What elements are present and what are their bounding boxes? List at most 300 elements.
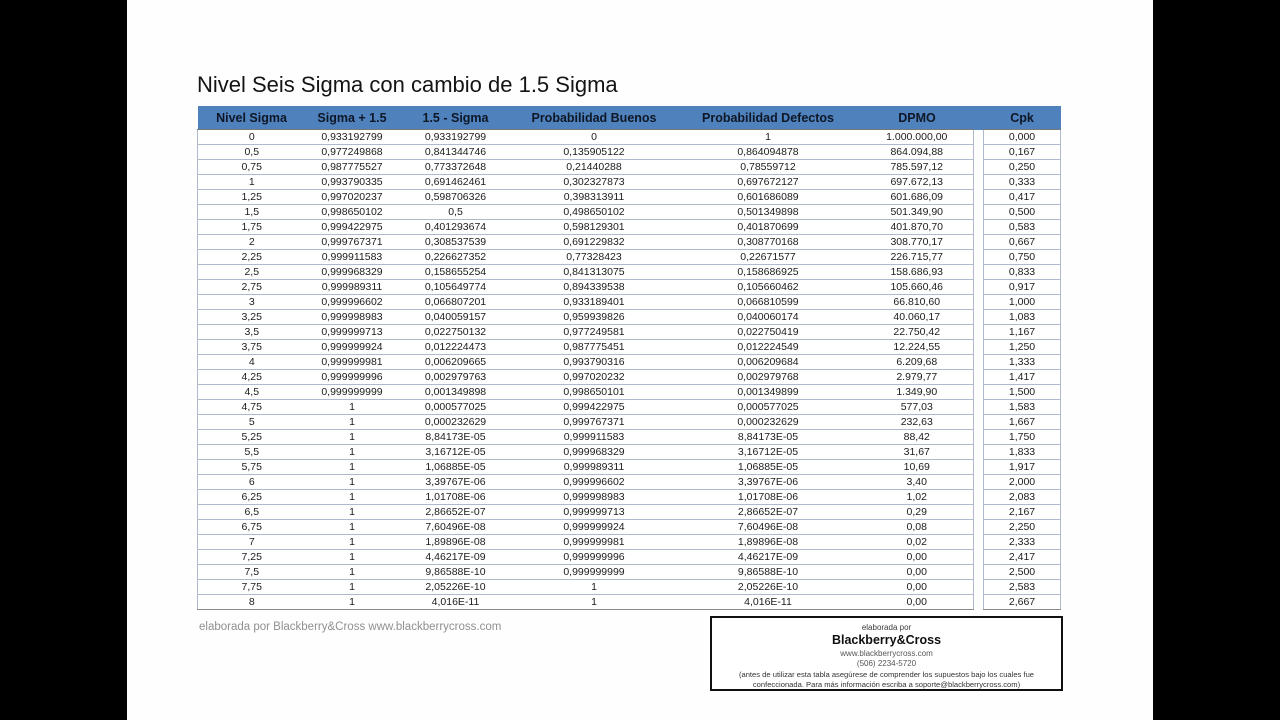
table-cell: 31,67 [861, 445, 974, 460]
table-cell: 2,05226E-10 [676, 580, 861, 595]
table-cell: 1,06885E-05 [676, 460, 861, 475]
table-cell: 0,999999999 [306, 385, 399, 400]
table-cell: 785.597,12 [861, 160, 974, 175]
table-cell: 0,987775451 [513, 340, 676, 355]
table-cell: 2,250 [984, 520, 1061, 535]
table-cell: 0,999767371 [306, 235, 399, 250]
table-cell: 0,999999713 [306, 325, 399, 340]
row-gap-cell [974, 415, 984, 430]
table-cell: 3,40 [861, 475, 974, 490]
table-row [198, 250, 1061, 265]
row-gap-cell [974, 445, 984, 460]
table-cell: 1,417 [984, 370, 1061, 385]
table-cell: 0,999996602 [513, 475, 676, 490]
table-cell: 0,21440288 [513, 160, 676, 175]
table-cell: 1 [306, 445, 399, 460]
table-cell: 1 [513, 580, 676, 595]
six-sigma-table [197, 106, 1061, 610]
table-cell: 4,5 [198, 385, 306, 400]
row-gap-cell [974, 160, 984, 175]
row-gap-cell [974, 400, 984, 415]
table-cell: 1,083 [984, 310, 1061, 325]
table-cell: 0,012224473 [399, 340, 513, 355]
table-cell: 0,000232629 [399, 415, 513, 430]
table-cell: 0,667 [984, 235, 1061, 250]
table-cell: 0,999999996 [513, 550, 676, 565]
slide-page [127, 0, 1153, 720]
table-cell: 5 [198, 415, 306, 430]
table-cell: 1,500 [984, 385, 1061, 400]
table-cell: 1 [306, 415, 399, 430]
table-cell: 1,167 [984, 325, 1061, 340]
row-gap-cell [974, 190, 984, 205]
table-cell: 1 [676, 130, 861, 145]
table-cell: 0,00 [861, 580, 974, 595]
table-cell: 1 [306, 460, 399, 475]
table-cell: 1 [306, 595, 399, 610]
row-gap-cell [974, 325, 984, 340]
table-cell: 0,697672127 [676, 175, 861, 190]
table-cell: 1 [306, 490, 399, 505]
table-cell: 0,006209665 [399, 355, 513, 370]
info-box-phone: (506) 2234-5720 [856, 659, 917, 669]
table-cell: 1,75 [198, 220, 306, 235]
table-cell: 0,29 [861, 505, 974, 520]
table-row [198, 310, 1061, 325]
table-cell: 0,933192799 [399, 130, 513, 145]
table-cell: 1,583 [984, 400, 1061, 415]
table-cell: 0,997020232 [513, 370, 676, 385]
table-cell: 0,105649774 [399, 280, 513, 295]
header-gap-cell [974, 106, 984, 130]
table-cell: 0,998650102 [306, 205, 399, 220]
table-cell: 1,250 [984, 340, 1061, 355]
table-cell: 0,999999999 [513, 565, 676, 580]
table-cell: 697.672,13 [861, 175, 974, 190]
table-cell: 0,993790316 [513, 355, 676, 370]
table-cell: 0,598129301 [513, 220, 676, 235]
table-cell: 0,833 [984, 265, 1061, 280]
table-cell: 1 [306, 565, 399, 580]
info-box-brand: Blackberry&Cross [831, 633, 942, 648]
table-cell: 3,16712E-05 [676, 445, 861, 460]
row-gap-cell [974, 295, 984, 310]
table-cell: 3,5 [198, 325, 306, 340]
table-cell: 3,39767E-06 [676, 475, 861, 490]
table-row [198, 400, 1061, 415]
table-cell: 3,25 [198, 310, 306, 325]
row-gap-cell [974, 205, 984, 220]
info-box-website: www.blackberrycross.com [840, 649, 933, 659]
table-row [198, 340, 1061, 355]
table-cell: 0,167 [984, 145, 1061, 160]
attribution-text: elaborada por Blackberry&Cross www.blackberrycross.com [199, 621, 502, 633]
row-gap-cell [974, 130, 984, 145]
table-cell: 8,84173E-05 [676, 430, 861, 445]
table-cell: 0,999999996 [306, 370, 399, 385]
table-row [198, 325, 1061, 340]
row-gap-cell [974, 595, 984, 610]
table-cell: 88,42 [861, 430, 974, 445]
table-cell: 501.349,90 [861, 205, 974, 220]
table-cell: 0,691462461 [399, 175, 513, 190]
table-cell: 0,501349898 [676, 205, 861, 220]
table-row [198, 565, 1061, 580]
table-cell: 0,977249868 [306, 145, 399, 160]
table-cell: 1 [306, 430, 399, 445]
row-gap-cell [974, 535, 984, 550]
table-cell: 0,999968329 [306, 265, 399, 280]
table-cell: 22.750,42 [861, 325, 974, 340]
row-gap-cell [974, 145, 984, 160]
table-cell: 5,5 [198, 445, 306, 460]
table-cell: 2,583 [984, 580, 1061, 595]
table-cell: 0,999911583 [306, 250, 399, 265]
table-cell: 7,60496E-08 [399, 520, 513, 535]
table-cell: 0,999998983 [306, 310, 399, 325]
table-cell: 1.000.000,00 [861, 130, 974, 145]
table-cell: 0,000 [984, 130, 1061, 145]
table-cell: 0,598706326 [399, 190, 513, 205]
row-gap-cell [974, 220, 984, 235]
table-header-row [198, 106, 1061, 130]
table-body [198, 130, 1061, 610]
table-row [198, 145, 1061, 160]
table-cell: 0,001349898 [399, 385, 513, 400]
table-cell: 0,998650101 [513, 385, 676, 400]
table-cell: 0,498650102 [513, 205, 676, 220]
row-gap-cell [974, 385, 984, 400]
row-gap-cell [974, 235, 984, 250]
table-cell: 2,86652E-07 [676, 505, 861, 520]
row-gap-cell [974, 370, 984, 385]
table-cell: 0 [513, 130, 676, 145]
table-row [198, 205, 1061, 220]
table-cell: 0,002979768 [676, 370, 861, 385]
table-row [198, 280, 1061, 295]
table-cell: 0,135905122 [513, 145, 676, 160]
table-cell: 864.094,88 [861, 145, 974, 160]
table-cell: 0,001349899 [676, 385, 861, 400]
row-gap-cell [974, 550, 984, 565]
row-gap-cell [974, 565, 984, 580]
table-cell: 1 [306, 475, 399, 490]
row-gap-cell [974, 355, 984, 370]
info-box-disclaimer: (antes de utilizar esta tabla asegúrese de comprender los supuestos bajo los cuales fue confeccionada. Para más información escriba a soporte@blackberrycross.com) [738, 670, 1035, 689]
table-cell: 9,86588E-10 [399, 565, 513, 580]
table-cell: 8 [198, 595, 306, 610]
row-gap-cell [974, 250, 984, 265]
table-cell: 1,02 [861, 490, 974, 505]
table-cell: 0,78559712 [676, 160, 861, 175]
table-cell: 2,167 [984, 505, 1061, 520]
table-cell: 3 [198, 295, 306, 310]
table-cell: 401.870,70 [861, 220, 974, 235]
table-cell: 0,750 [984, 250, 1061, 265]
row-gap-cell [974, 490, 984, 505]
table-cell: 0,22671577 [676, 250, 861, 265]
table-cell: 0,997020237 [306, 190, 399, 205]
table-cell: 2.979,77 [861, 370, 974, 385]
row-gap-cell [974, 520, 984, 535]
table-cell: 2,500 [984, 565, 1061, 580]
table-cell: 7,5 [198, 565, 306, 580]
table-cell: 1,89896E-08 [676, 535, 861, 550]
table-cell: 1 [306, 505, 399, 520]
table-cell: 0,773372648 [399, 160, 513, 175]
table-cell: 0,00 [861, 550, 974, 565]
table-row [198, 130, 1061, 145]
table-cell: 2,000 [984, 475, 1061, 490]
table-row [198, 415, 1061, 430]
table-cell: 0,401293674 [399, 220, 513, 235]
table-cell: 0,999999981 [513, 535, 676, 550]
table-cell: 0,999996602 [306, 295, 399, 310]
table-cell: 6.209,68 [861, 355, 974, 370]
table-cell: 6,5 [198, 505, 306, 520]
table-row [198, 235, 1061, 250]
table-cell: 0,105660462 [676, 280, 861, 295]
table-cell: 0,308537539 [399, 235, 513, 250]
table-cell: 1 [306, 520, 399, 535]
table-cell: 4,46217E-09 [399, 550, 513, 565]
table-cell: 3,16712E-05 [399, 445, 513, 460]
table-cell: 1,750 [984, 430, 1061, 445]
table-cell: 1 [306, 550, 399, 565]
table-cell: 0,977249581 [513, 325, 676, 340]
table-row [198, 490, 1061, 505]
row-gap-cell [974, 580, 984, 595]
table-cell: 0 [198, 130, 306, 145]
table-cell: 7 [198, 535, 306, 550]
table-cell: 0,226627352 [399, 250, 513, 265]
table-cell: 0,601686089 [676, 190, 861, 205]
table-cell: 0,77328423 [513, 250, 676, 265]
table-row [198, 445, 1061, 460]
table-cell: 601.686,09 [861, 190, 974, 205]
table-cell: 3,75 [198, 340, 306, 355]
row-gap-cell [974, 475, 984, 490]
table-cell: 1,01708E-06 [676, 490, 861, 505]
table-cell: 1 [306, 535, 399, 550]
table-cell: 0,006209684 [676, 355, 861, 370]
table-cell: 0,917 [984, 280, 1061, 295]
table-cell: 4,46217E-09 [676, 550, 861, 565]
table-cell: 6,75 [198, 520, 306, 535]
table-cell: 1,01708E-06 [399, 490, 513, 505]
column-header-cpk: Cpk [984, 106, 1061, 130]
table-cell: 0,040060174 [676, 310, 861, 325]
table-cell: 1,667 [984, 415, 1061, 430]
table-cell: 0,75 [198, 160, 306, 175]
table-cell: 3,39767E-06 [399, 475, 513, 490]
table-cell: 226.715,77 [861, 250, 974, 265]
table-cell: 4,016E-11 [676, 595, 861, 610]
table-cell: 1.349,90 [861, 385, 974, 400]
table-cell: 5,75 [198, 460, 306, 475]
table-cell: 6,25 [198, 490, 306, 505]
table-cell: 0,158686925 [676, 265, 861, 280]
table-cell: 5,25 [198, 430, 306, 445]
table-cell: 0,841313075 [513, 265, 676, 280]
table-cell: 0,999968329 [513, 445, 676, 460]
table-cell: 10,69 [861, 460, 974, 475]
table-row [198, 265, 1061, 280]
column-header-probabilidad-buenos: Probabilidad Buenos [513, 106, 676, 130]
table-cell: 66.810,60 [861, 295, 974, 310]
table-row [198, 190, 1061, 205]
column-header-dpmo: DPMO [861, 106, 974, 130]
table-cell: 0,00 [861, 595, 974, 610]
table-cell: 1,25 [198, 190, 306, 205]
table-cell: 2,75 [198, 280, 306, 295]
column-header-probabilidad-defectos: Probabilidad Defectos [676, 106, 861, 130]
table-cell: 0,000577025 [399, 400, 513, 415]
table-cell: 0,012224549 [676, 340, 861, 355]
table-cell: 7,75 [198, 580, 306, 595]
table-row [198, 550, 1061, 565]
table-cell: 1,917 [984, 460, 1061, 475]
table-cell: 577,03 [861, 400, 974, 415]
table-cell: 2,86652E-07 [399, 505, 513, 520]
table-row [198, 175, 1061, 190]
table-cell: 0,999767371 [513, 415, 676, 430]
table-cell: 0,999999924 [513, 520, 676, 535]
table-cell: 105.660,46 [861, 280, 974, 295]
table-cell: 1 [306, 400, 399, 415]
table-row [198, 220, 1061, 235]
table-cell: 2,333 [984, 535, 1061, 550]
info-box-made-by: elaborada por [861, 623, 912, 632]
table-cell: 0,583 [984, 220, 1061, 235]
table-cell: 4,25 [198, 370, 306, 385]
table-cell: 9,86588E-10 [676, 565, 861, 580]
table-cell: 1,833 [984, 445, 1061, 460]
table-cell: 1 [198, 175, 306, 190]
info-box [710, 616, 1063, 691]
column-header-nivel-sigma: Nivel Sigma [198, 106, 306, 130]
table-cell: 0,08 [861, 520, 974, 535]
table-cell: 4 [198, 355, 306, 370]
table-cell: 0,999422975 [513, 400, 676, 415]
row-gap-cell [974, 430, 984, 445]
row-gap-cell [974, 175, 984, 190]
table-cell: 0,066810599 [676, 295, 861, 310]
table-cell: 1,333 [984, 355, 1061, 370]
table-row [198, 460, 1061, 475]
table-cell: 40.060,17 [861, 310, 974, 325]
row-gap-cell [974, 460, 984, 475]
table-cell: 1 [306, 580, 399, 595]
table-cell: 0,333 [984, 175, 1061, 190]
table-cell: 2,083 [984, 490, 1061, 505]
table-cell: 0,066807201 [399, 295, 513, 310]
table-cell: 1 [513, 595, 676, 610]
table-cell: 0,999911583 [513, 430, 676, 445]
table-cell: 0,022750419 [676, 325, 861, 340]
row-gap-cell [974, 505, 984, 520]
table-row [198, 595, 1061, 610]
table-row [198, 355, 1061, 370]
table-cell: 2,667 [984, 595, 1061, 610]
table-cell: 0,5 [198, 145, 306, 160]
table-row [198, 535, 1061, 550]
table-row [198, 370, 1061, 385]
table-row [198, 385, 1061, 400]
table-cell: 4,75 [198, 400, 306, 415]
page-title: Nivel Seis Sigma con cambio de 1.5 Sigma [197, 72, 618, 97]
table-cell: 0,841344746 [399, 145, 513, 160]
table-cell: 7,60496E-08 [676, 520, 861, 535]
table-cell: 232,63 [861, 415, 974, 430]
table-row [198, 505, 1061, 520]
table-cell: 0,993790335 [306, 175, 399, 190]
table-cell: 0,000577025 [676, 400, 861, 415]
table-cell: 0,401870699 [676, 220, 861, 235]
table-cell: 0,999422975 [306, 220, 399, 235]
table-cell: 0,308770168 [676, 235, 861, 250]
table-cell: 0,022750132 [399, 325, 513, 340]
table-cell: 0,864094878 [676, 145, 861, 160]
row-gap-cell [974, 340, 984, 355]
table-cell: 1,89896E-08 [399, 535, 513, 550]
table-cell: 0,999999924 [306, 340, 399, 355]
row-gap-cell [974, 310, 984, 325]
table-cell: 0,999999713 [513, 505, 676, 520]
table-cell: 0,302327873 [513, 175, 676, 190]
table-cell: 2 [198, 235, 306, 250]
table-cell: 0,02 [861, 535, 974, 550]
table-cell: 1,06885E-05 [399, 460, 513, 475]
table-row [198, 295, 1061, 310]
column-header-1-5-sigma: 1.5 - Sigma [399, 106, 513, 130]
table-cell: 1,000 [984, 295, 1061, 310]
table-cell: 0,959939826 [513, 310, 676, 325]
table-cell: 0,398313911 [513, 190, 676, 205]
table-cell: 8,84173E-05 [399, 430, 513, 445]
table-cell: 1,5 [198, 205, 306, 220]
table-cell: 4,016E-11 [399, 595, 513, 610]
table-cell: 0,933189401 [513, 295, 676, 310]
table-cell: 0,00 [861, 565, 974, 580]
table-cell: 0,691229832 [513, 235, 676, 250]
table-row [198, 160, 1061, 175]
table-cell: 2,25 [198, 250, 306, 265]
table-cell: 0,999989311 [306, 280, 399, 295]
table-cell: 0,999999981 [306, 355, 399, 370]
table-cell: 0,000232629 [676, 415, 861, 430]
table-row [198, 520, 1061, 535]
table-cell: 0,5 [399, 205, 513, 220]
table-cell: 0,500 [984, 205, 1061, 220]
table-cell: 2,417 [984, 550, 1061, 565]
table-row [198, 430, 1061, 445]
table-cell: 0,158655254 [399, 265, 513, 280]
table-cell: 0,002979763 [399, 370, 513, 385]
table-row [198, 580, 1061, 595]
row-gap-cell [974, 280, 984, 295]
table-cell: 0,987775527 [306, 160, 399, 175]
table-cell: 2,05226E-10 [399, 580, 513, 595]
table-cell: 7,25 [198, 550, 306, 565]
table-cell: 0,933192799 [306, 130, 399, 145]
table-cell: 0,999998983 [513, 490, 676, 505]
table-cell: 0,040059157 [399, 310, 513, 325]
column-header-sigma-1-5: Sigma + 1.5 [306, 106, 399, 130]
table-cell: 6 [198, 475, 306, 490]
table-cell: 0,999989311 [513, 460, 676, 475]
row-gap-cell [974, 265, 984, 280]
